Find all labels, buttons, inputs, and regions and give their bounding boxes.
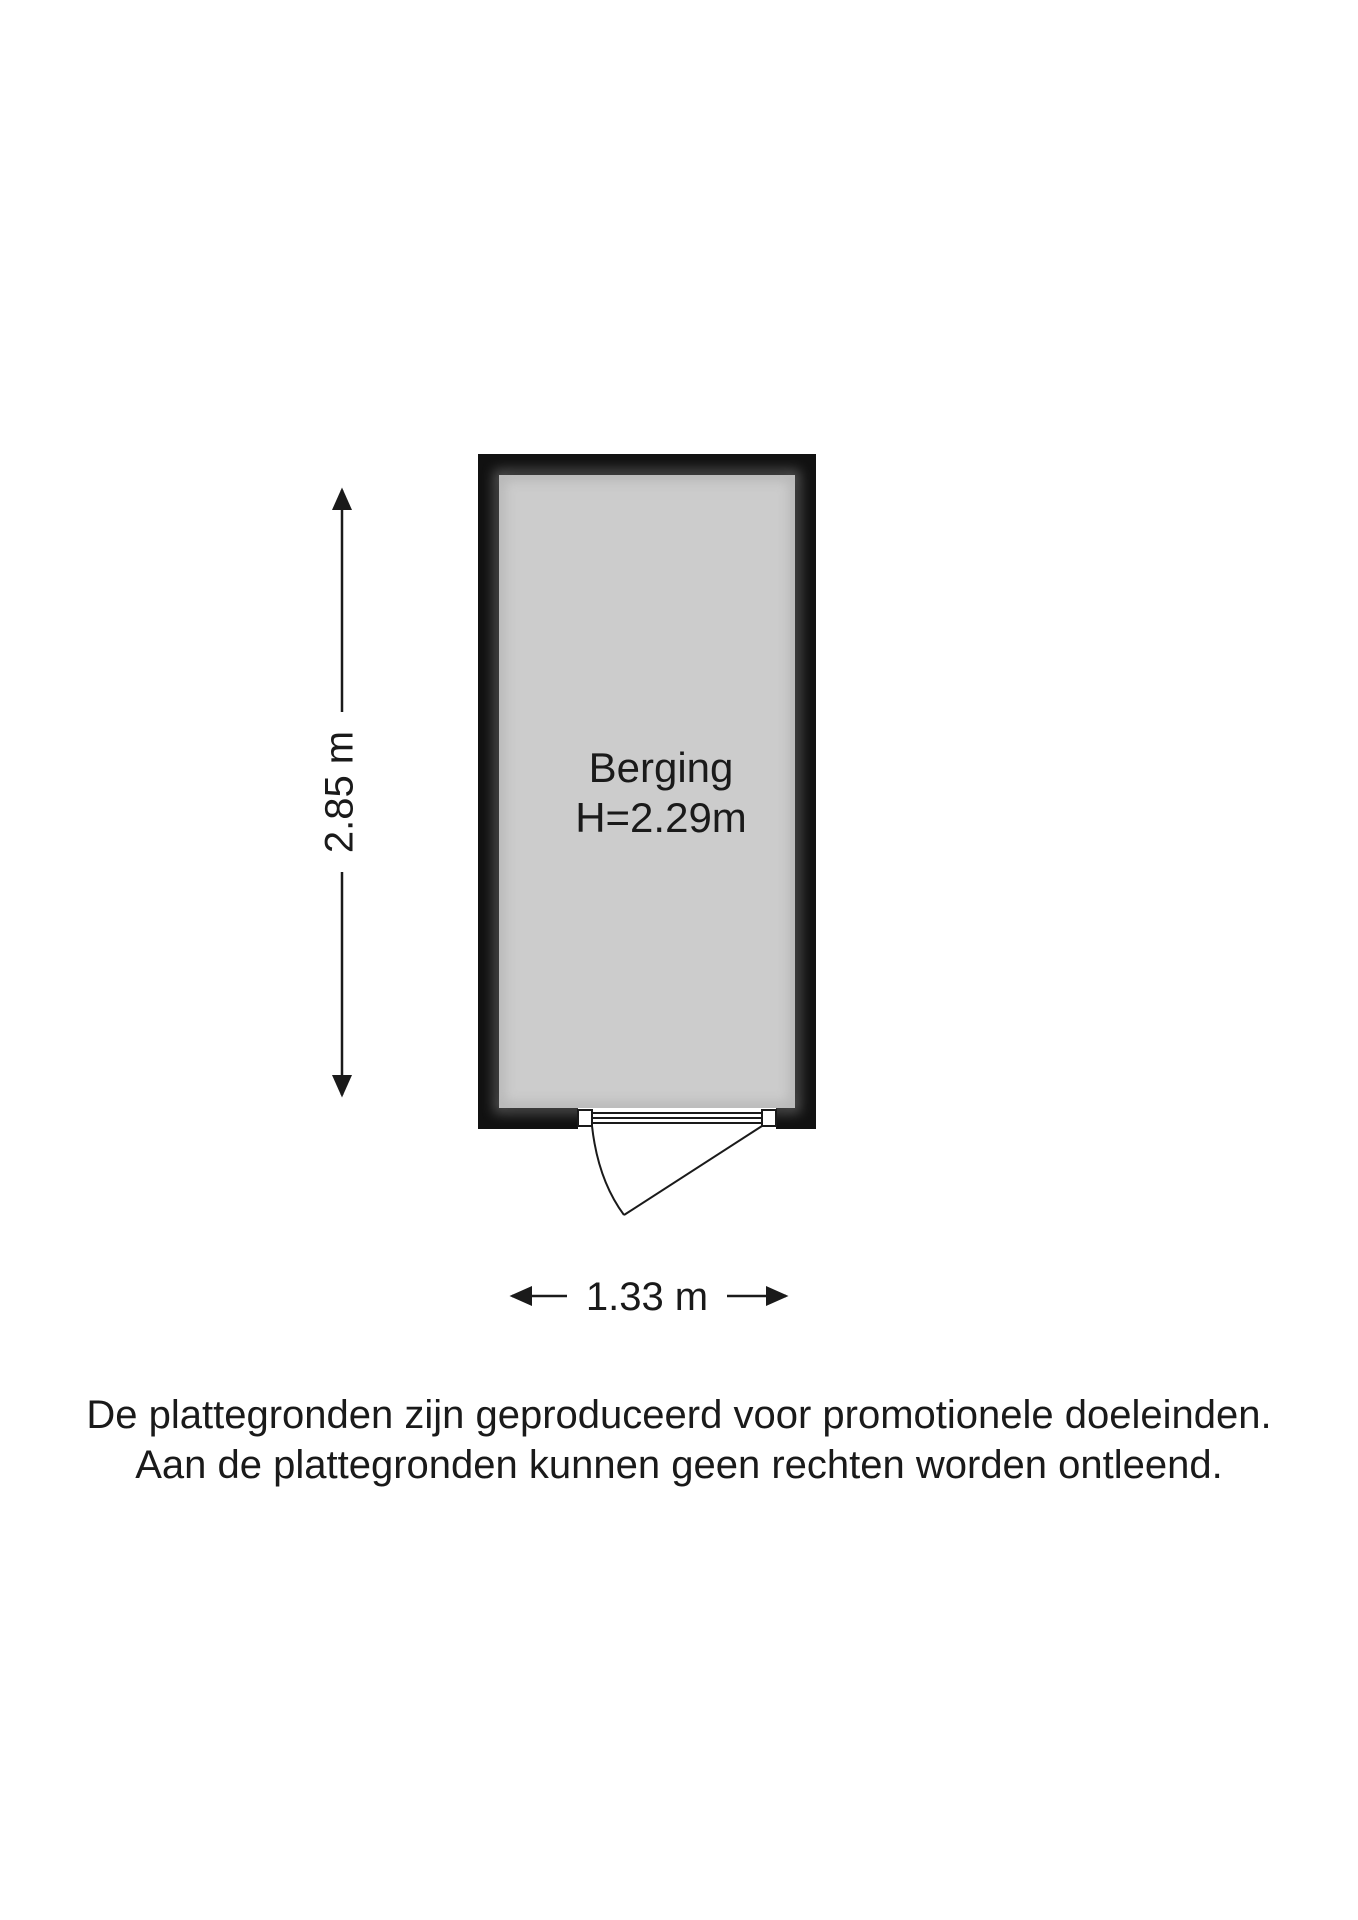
vertical-dimension-label: 2.85 m [317,730,362,854]
room-height-label: H=2.29m [575,794,747,841]
door-swing-arc [592,1126,624,1215]
disclaimer-line-2: Aan de plattegronden kunnen geen rechten worden ontleend. [135,1443,1223,1487]
door-leaf [624,1126,762,1215]
room-floor [499,475,795,1108]
disclaimer-line-1: De plattegronden zijn geproduceerd voor promotionele doeleinden. [86,1393,1272,1437]
horizontal-dimension-label: 1.33 m [585,1275,709,1319]
door-jamb-right [762,1110,776,1126]
room-name: Berging [588,744,734,791]
door-jamb-left [578,1110,592,1126]
